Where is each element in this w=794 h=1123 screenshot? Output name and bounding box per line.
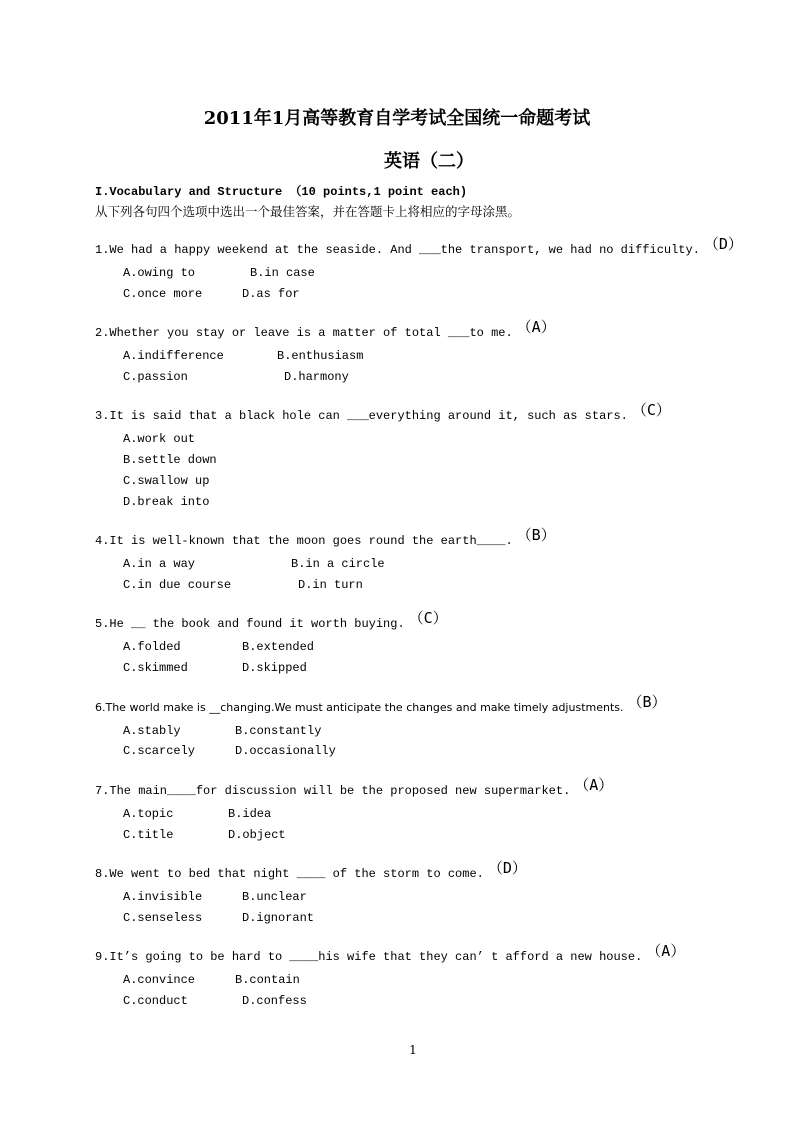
option-d: D.ignorant [242,911,315,925]
option-c: C.title [123,828,174,842]
answer-key: （C） [408,609,448,627]
page-number: 1 [409,1043,417,1057]
answer-key: （A） [646,942,686,960]
question-5 [95,611,448,632]
question-7 [95,778,613,799]
question-text: 6.The world make is __changing.We must anticipate the changes and make timely adjustments. [95,701,624,714]
option-b: B.idea [228,807,272,821]
option-b: B.enthusiasm [277,349,364,363]
option-a: A.folded [123,640,181,654]
option-d: D.confess [242,994,307,1008]
question-text: 7.The main____for discussion will be the proposed new supermarket. [95,784,571,798]
question-text: 2.Whether you stay or leave is a matter of total ___to me. [95,326,513,340]
option-d: D.object [228,828,286,842]
answer-key: （D） [703,235,743,253]
option-b: B.settle down [123,453,217,467]
option-a: A.owing to [123,266,196,280]
question-8 [95,861,527,882]
option-b: B.extended [242,640,315,654]
section-heading: I.Vocabulary and Structure （10 points,1 point each) [95,185,468,199]
question-text: 5.He __ the book and found it worth buying. [95,617,405,631]
option-b: B.in a circle [291,557,385,571]
option-d: D.skipped [242,661,307,675]
option-d: D.break into [123,495,210,509]
answer-key: （A） [516,318,556,336]
option-b: B.constantly [235,724,322,738]
option-c: C.once more [123,287,203,301]
question-text: 1.We had a happy weekend at the seaside. And ___the transport, we had no difficulty. [95,243,700,257]
option-a: A.convince [123,973,196,987]
option-d: D.as for [242,287,300,301]
question-text: 9.It’s going to be hard to ____his wife that they can’ t afford a new house. [95,950,643,964]
section-instruction: 从下列各句四个选项中选出一个最佳答案，并在答题卡上将相应的字母涂黑。 [95,204,521,219]
option-c: C.in due course [123,578,232,592]
question-6 [95,695,667,716]
question-4 [95,528,556,549]
question-text: 8.We went to bed that night ____ of the storm to come. [95,867,484,881]
option-a: A.invisible [123,890,203,904]
question-2 [95,320,556,341]
question-1 [95,237,743,258]
option-a: A.stably [123,724,181,738]
answer-key: （B） [627,693,667,711]
question-text: 4.It is well-known that the moon goes round the earth____. [95,534,513,548]
exam-subtitle: 英语（二） [384,151,474,172]
option-d: D.harmony [284,370,349,384]
option-c: C.scarcely [123,744,196,758]
answer-key: （B） [516,526,556,544]
option-d: D.occasionally [235,744,336,758]
answer-key: （D） [487,859,527,877]
option-c: C.skimmed [123,661,188,675]
option-d: D.in turn [298,578,363,592]
option-c: C.passion [123,370,188,384]
option-c: C.swallow up [123,474,210,488]
option-b: B.unclear [242,890,307,904]
option-b: B.in case [250,266,315,280]
question-9 [95,944,685,965]
option-c: C.senseless [123,911,203,925]
option-a: A.in a way [123,557,196,571]
option-c: C.conduct [123,994,188,1008]
answer-key: （C） [631,401,671,419]
option-a: A.topic [123,807,174,821]
option-a: A.indifference [123,349,224,363]
option-b: B.contain [235,973,300,987]
exam-title: 2011年1月高等教育自学考试全国统一命题考试 [203,108,591,129]
question-text: 3.It is said that a black hole can ___everything around it, such as stars. [95,409,628,423]
answer-key: （A） [574,776,614,794]
option-a: A.work out [123,432,196,446]
question-3 [95,403,671,424]
